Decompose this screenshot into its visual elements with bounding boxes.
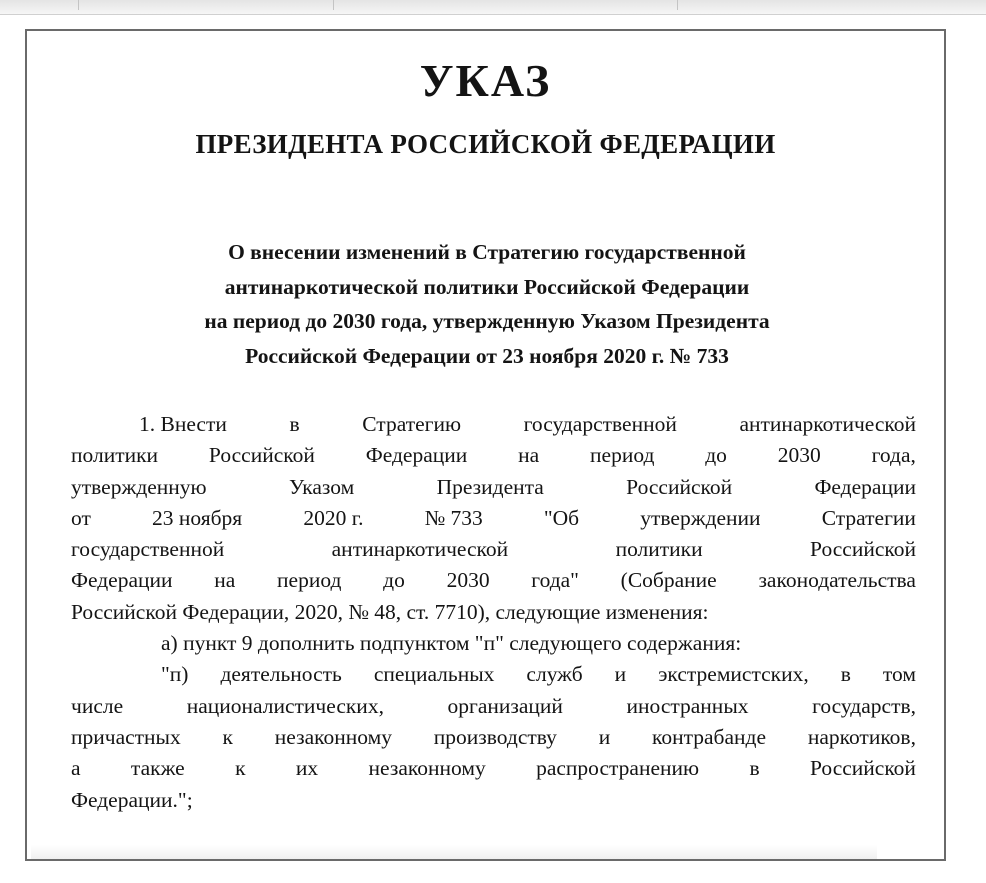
body-word: "Об <box>543 505 580 530</box>
body-line <box>71 534 916 565</box>
body-word: служб <box>526 662 583 687</box>
body-word: незаконному <box>274 724 392 749</box>
body-word: года" <box>531 568 579 593</box>
body-word: Указом <box>288 474 355 499</box>
heading-line: на период до 2030 года, утвержденную Указом Президента <box>204 309 770 333</box>
document-heading <box>87 235 887 373</box>
body-word: националистических, <box>186 693 384 718</box>
body-word: Стратегию <box>362 412 462 436</box>
document-issuer: ПРЕЗИДЕНТА РОССИЙСКОЙ ФЕДЕРАЦИИ <box>195 129 776 159</box>
body-word: к <box>235 756 246 781</box>
body-word: их <box>295 756 319 781</box>
body-line <box>71 440 916 471</box>
body-word: период <box>277 568 342 593</box>
body-line: Федерации."; <box>71 787 193 812</box>
heading-line: антинаркотической политики Российской Федерации <box>224 274 750 299</box>
strip-divider <box>78 0 79 10</box>
body-word: в <box>289 412 300 436</box>
body-word: (Собрание <box>620 568 717 593</box>
body-word: распространению <box>536 756 700 781</box>
body-word: 2020 г. <box>303 505 364 530</box>
strip-divider <box>333 0 334 10</box>
body-word: года, <box>871 443 916 468</box>
body-word: 1. Внести <box>139 412 227 436</box>
body-line <box>71 659 916 690</box>
body-word: Федерации <box>365 443 468 468</box>
body-word: до <box>705 443 727 468</box>
body-line: а) пункт 9 дополнить подпунктом "п" следующего содержания: <box>161 631 742 656</box>
heading-line: Российской Федерации от 23 ноября 2020 г. № 733 <box>245 343 729 368</box>
body-word: Президента <box>436 474 544 499</box>
body-word: утверждении <box>640 505 761 530</box>
body-word: № 733 <box>424 505 483 530</box>
body-word: числе <box>71 693 124 718</box>
body-word: Российской <box>208 443 315 468</box>
body-line <box>71 722 916 753</box>
body-line <box>71 691 916 722</box>
body-word: государств, <box>812 693 916 718</box>
body-word: антинаркотической <box>739 412 916 436</box>
body-word: также <box>130 756 185 781</box>
body-word: Федерации <box>71 568 173 593</box>
body-word: контрабанде <box>652 724 767 749</box>
body-word: причастных <box>71 724 181 749</box>
body-word: на <box>214 568 236 593</box>
body-line <box>71 503 916 534</box>
body-word: государственной <box>523 412 677 436</box>
body-word: и <box>598 724 611 749</box>
body-word: в <box>749 756 760 781</box>
document-title: УКАЗ <box>419 55 552 106</box>
body-word: Российской <box>809 756 916 781</box>
page-bottom-edge <box>31 845 877 859</box>
body-word: Российской <box>626 474 733 499</box>
body-line <box>71 409 916 440</box>
body-word: том <box>882 662 916 687</box>
body-word: иностранных <box>626 693 749 718</box>
body-line <box>71 565 916 596</box>
body-word: утвержденную <box>71 474 207 499</box>
body-line: Российской Федерации, 2020, № 48, ст. 7710), следующие изменения: <box>71 599 709 624</box>
body-word: Стратегии <box>821 505 916 530</box>
body-word: к <box>222 724 233 749</box>
body-word: незаконному <box>368 756 486 781</box>
document-page <box>25 29 946 861</box>
body-word: государственной <box>71 537 225 562</box>
body-word: период <box>590 443 655 468</box>
strip-divider <box>677 0 678 10</box>
heading-line: О внесении изменений в Стратегию государственной <box>228 240 746 264</box>
body-word: политики <box>71 443 159 468</box>
body-word: специальных <box>373 662 495 687</box>
body-word: деятельность <box>220 662 342 687</box>
body-word: 23 ноября <box>152 505 243 530</box>
body-word: Российской <box>810 537 916 562</box>
body-word: на <box>518 443 540 468</box>
body-word: от <box>71 505 91 530</box>
body-word: антинаркотической <box>331 537 509 562</box>
body-word: а <box>71 756 81 781</box>
body-word: экстремистских, <box>658 662 809 687</box>
body-word: 2030 <box>777 443 821 468</box>
body-word: наркотиков, <box>807 724 916 749</box>
body-line <box>71 753 916 784</box>
body-word: и <box>614 662 627 687</box>
document-body <box>71 409 916 816</box>
body-word: в <box>840 662 851 687</box>
body-line <box>71 472 916 503</box>
body-word: организаций <box>447 693 563 718</box>
body-word: производству <box>433 724 557 749</box>
body-word: политики <box>615 537 703 562</box>
body-word: законодательства <box>758 568 916 593</box>
body-word: до <box>383 568 405 593</box>
body-word: "п) <box>161 662 189 687</box>
body-word: 2030 <box>446 568 490 593</box>
browser-top-strip <box>0 0 986 15</box>
body-word: Федерации <box>814 474 916 499</box>
